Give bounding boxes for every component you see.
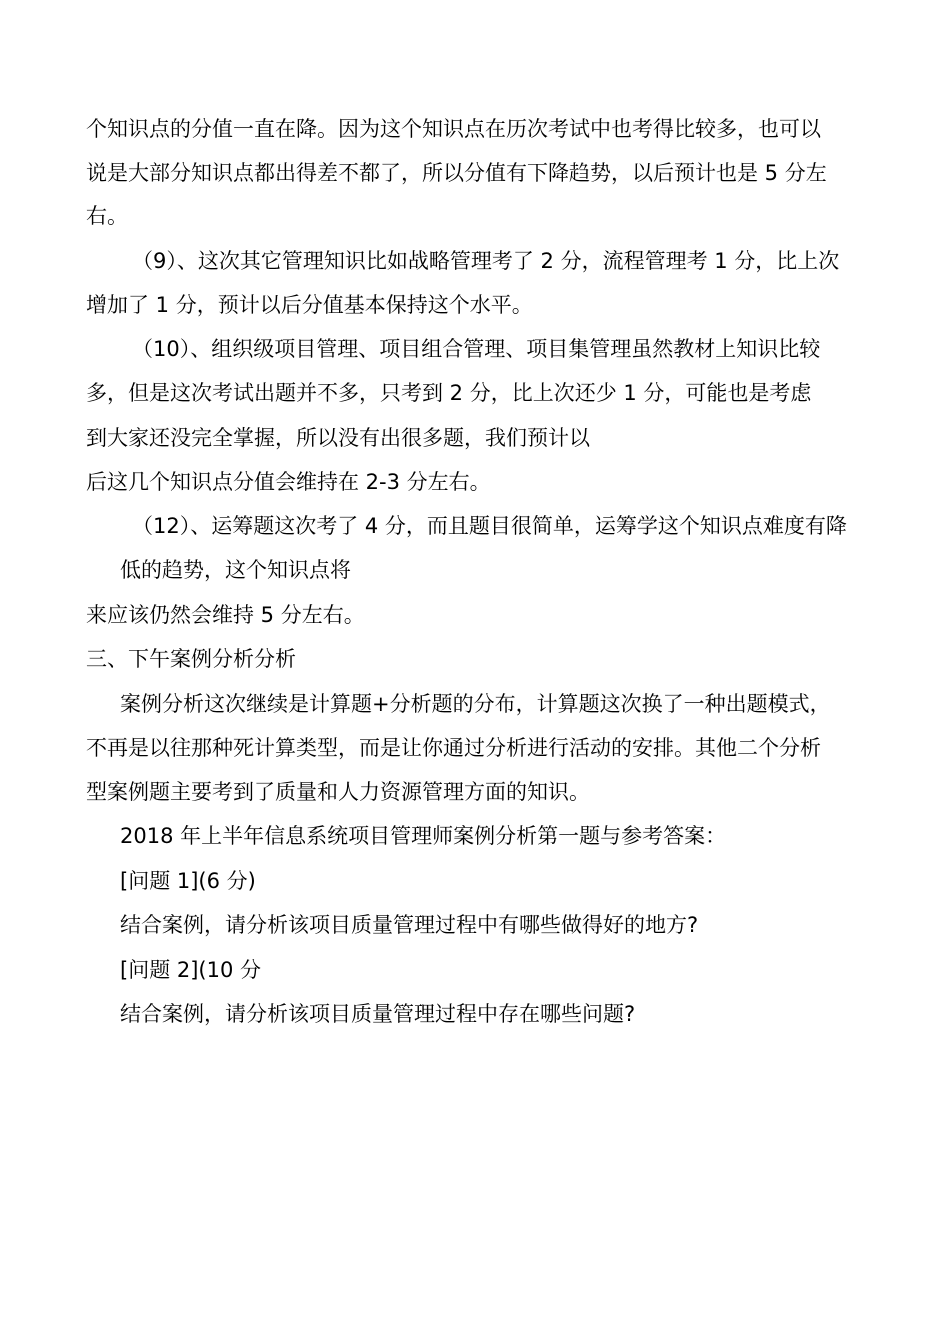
paragraph-line: 低的趋势，这个知识点将 bbox=[120, 558, 351, 582]
paragraph-line: 说是大部分知识点都出得差不都了，所以分值有下降趋势，以后预计也是 5 分左 bbox=[86, 161, 827, 185]
paragraph-line: （10）、组织级项目管理、项目组合管理、项目集管理虽然教材上知识比较 bbox=[132, 337, 821, 361]
paragraph-line: （9）、这次其它管理知识比如战略管理考了 2 分，流程管理考 1 分，比上次 bbox=[132, 249, 840, 273]
section-heading: 三、下午案例分析分析 bbox=[86, 647, 296, 671]
question-label: [问题 1](6 分) bbox=[120, 869, 256, 893]
paragraph-line: 不再是以往那种死计算类型，而是让你通过分析进行活动的安排。其他二个分析 bbox=[86, 736, 821, 760]
paragraph-line: 多，但是这次考试出题并不多，只考到 2 分，比上次还少 1 分，可能也是考虑 bbox=[86, 381, 812, 405]
paragraph-line: 来应该仍然会维持 5 分左右。 bbox=[86, 603, 365, 627]
paragraph-line: （12）、运筹题这次考了 4 分，而且题目很简单，运筹学这个知识点难度有降 bbox=[132, 514, 847, 538]
question-label: [问题 2](10 分 bbox=[120, 958, 262, 982]
question-text: 结合案例，请分析该项目质量管理过程中有哪些做得好的地方? bbox=[120, 913, 699, 937]
paragraph-line: 型案例题主要考到了质量和人力资源管理方面的知识。 bbox=[86, 780, 590, 804]
paragraph-line: 到大家还没完全掌握，所以没有出很多题，我们预计以 bbox=[86, 426, 590, 450]
question-text: 结合案例，请分析该项目质量管理过程中存在哪些问题? bbox=[120, 1002, 636, 1026]
paragraph-line: 增加了 1 分，预计以后分值基本保持这个水平。 bbox=[86, 293, 533, 317]
case-title: 2018 年上半年信息系统项目管理师案例分析第一题与参考答案： bbox=[120, 824, 727, 848]
paragraph-line: 后这几个知识点分值会维持在 2-3 分左右。 bbox=[86, 470, 491, 494]
paragraph-line: 右。 bbox=[86, 204, 128, 228]
paragraph-line: 案例分析这次继续是计算题+分析题的分布，计算题这次换了一种出题模式， bbox=[120, 692, 831, 716]
paragraph-line: 个知识点的分值一直在降。因为这个知识点在历次考试中也考得比较多，也可以 bbox=[86, 117, 821, 141]
